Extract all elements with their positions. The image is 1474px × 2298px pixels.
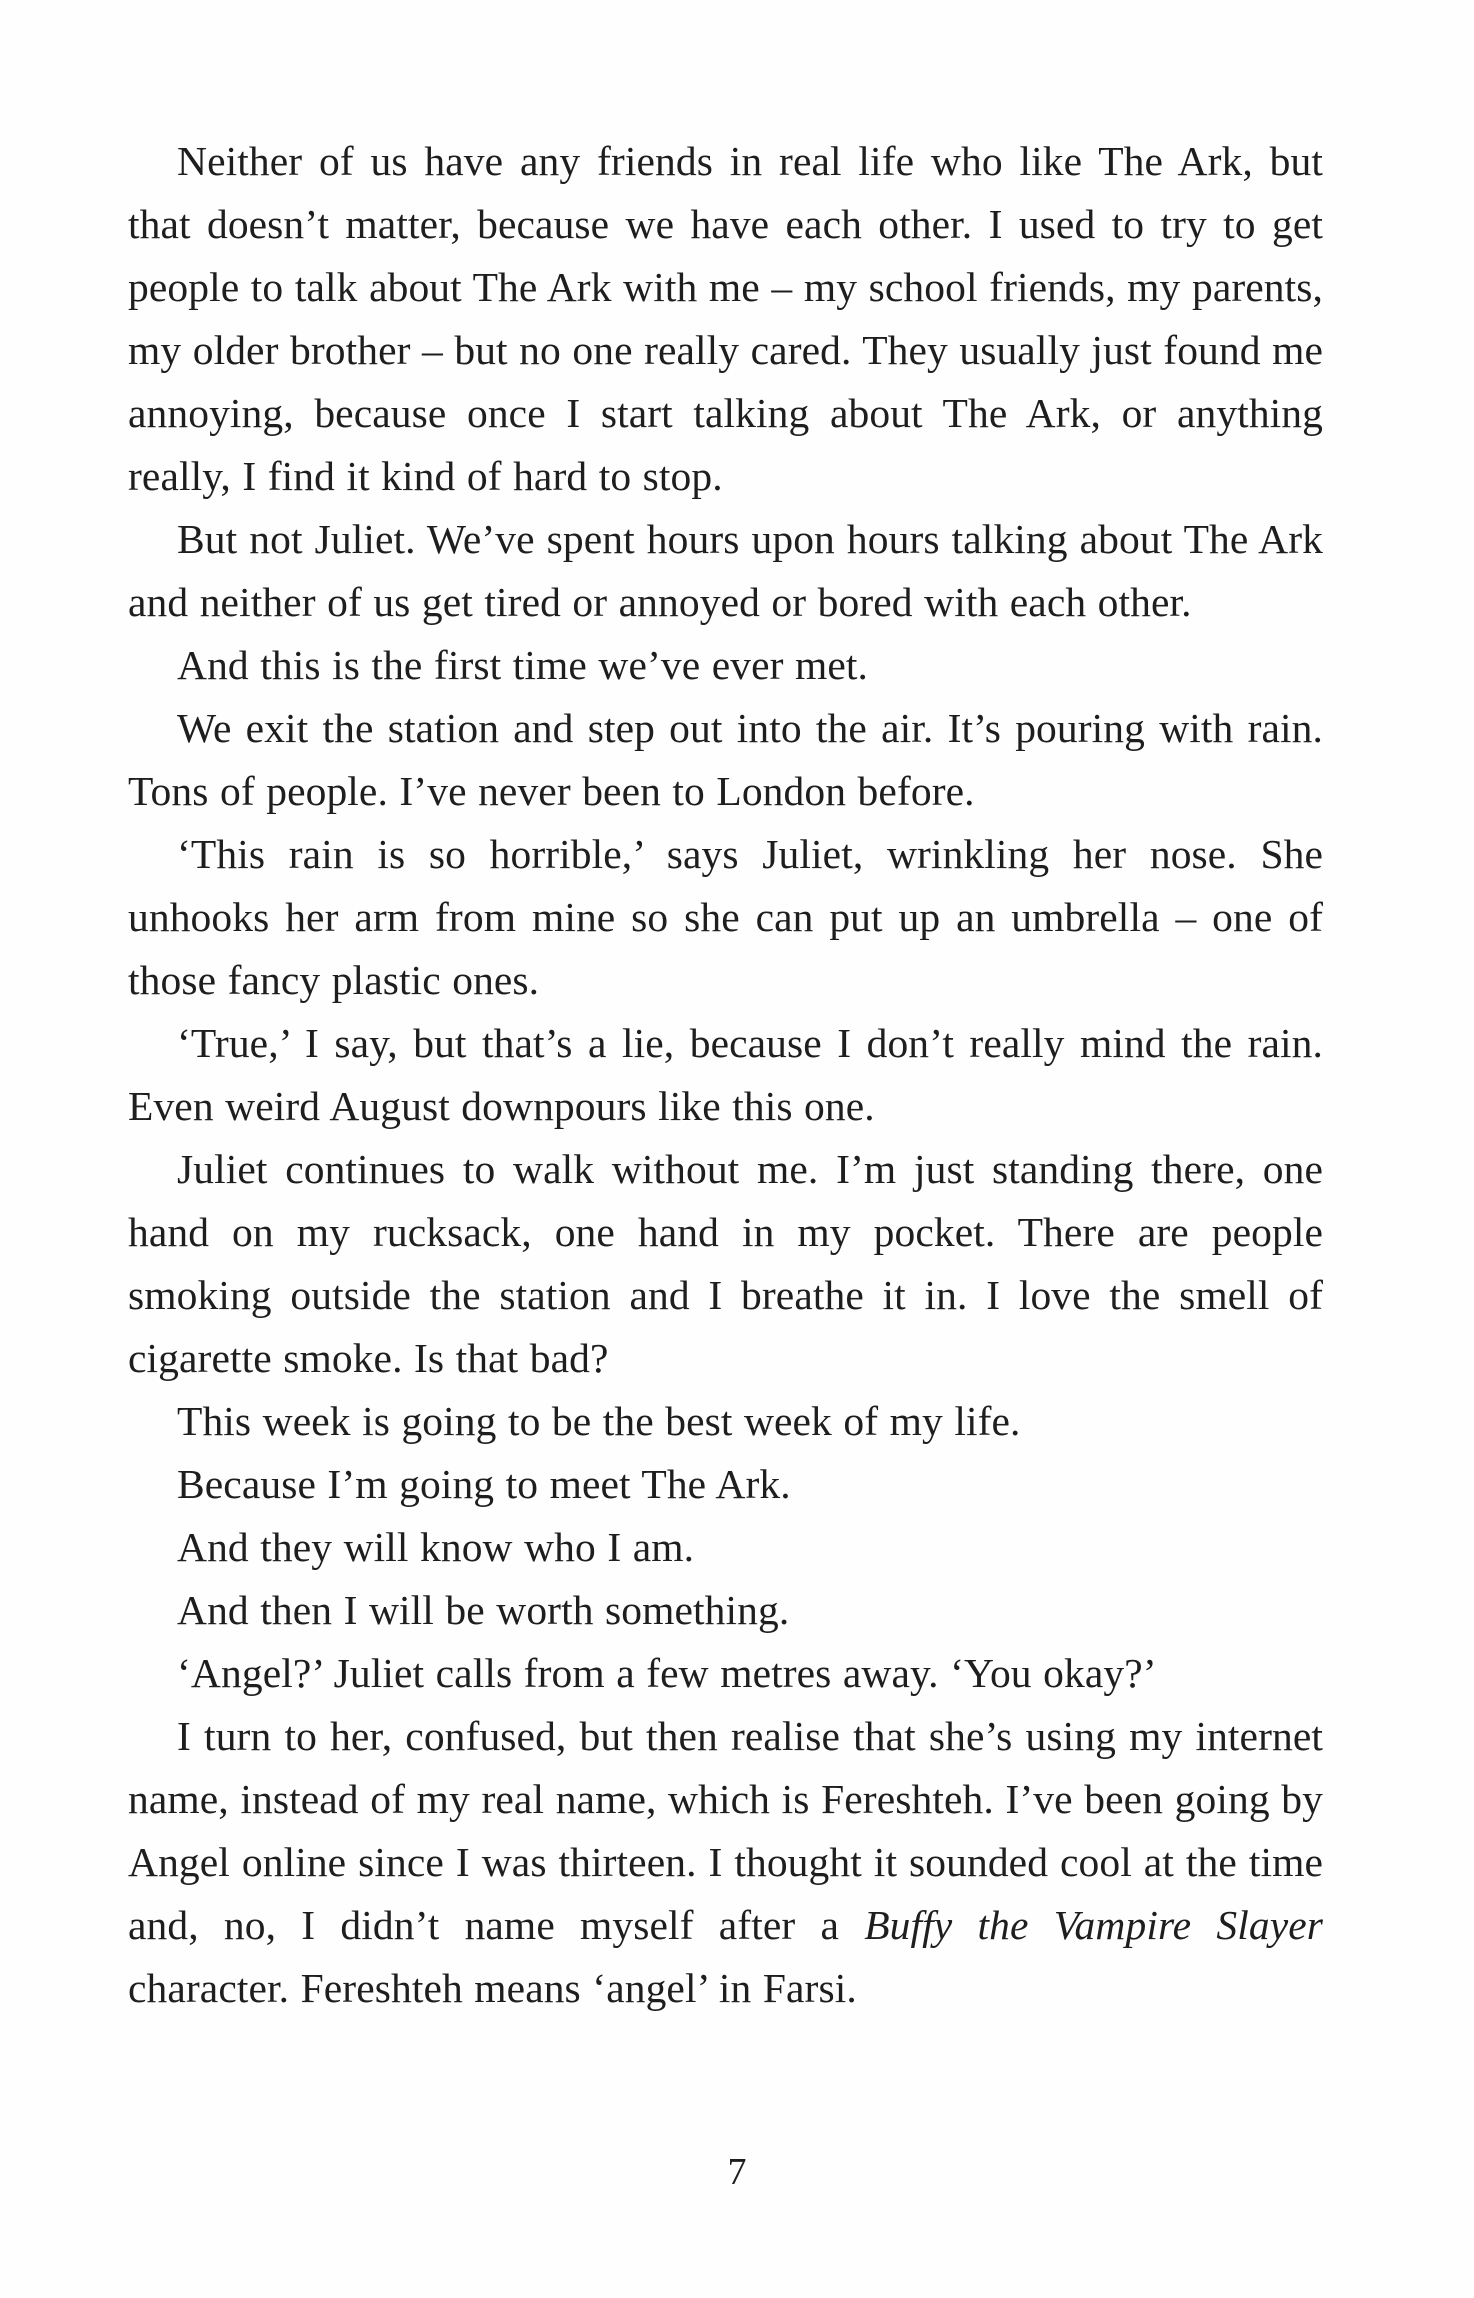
paragraph: And they will know who I am. [177,1524,695,1570]
paragraph-text: character. Fereshteh means ‘angel’ in Farsi. [128,1965,857,2011]
paragraph: But not Juliet. We’ve spent hours upon hours talking about The Ark and neither of us get tired or annoyed or bored with each other. [128,516,1323,625]
paragraph-text: I turn to her, confused, but then realise that she’s using my internet name, instead of my real name, which is Fereshteh. I’ve been going by Angel online since I was thirteen. I thought it sounded cool at the time and, no, I didn’t name myself after a [128,1713,1323,1948]
paragraph-with-italic [128,1705,1323,2020]
paragraph: ‘True,’ I say, but that’s a lie, because I don’t really mind the rain. Even weird August downpours like this one. [128,1020,1323,1129]
paragraph: Neither of us have any friends in real life who like The Ark, but that doesn’t matter, because we have each other. I used to try to get people to talk about The Ark with me – my school friends, my parents, my older brother – but no one really cared. They usually just found me annoying, because once I start talking about The Ark, or anything really, I find it kind of hard to stop. [128,138,1323,499]
paragraph: ‘This rain is so horrible,’ says Juliet, wrinkling her nose. She unhooks her arm from mine so she can put up an umbrella – one of those fancy plastic ones. [128,831,1323,1003]
page-number: 7 [727,2151,747,2193]
paragraph: Juliet continues to walk without me. I’m just standing there, one hand on my rucksack, one hand in my pocket. There are people smoking outside the station and I breathe it in. I love the smell of cigarette smoke. Is that bad? [128,1146,1323,1381]
italic-title: Buffy the Vampire Slayer [864,1902,1323,1948]
paragraph: And this is the first time we’ve ever met. [177,642,869,688]
paragraph: This week is going to be the best week of my life. [177,1398,1021,1444]
paragraph: ‘Angel?’ Juliet calls from a few metres away. ‘You okay?’ [177,1650,1157,1696]
paragraph: Because I’m going to meet The Ark. [177,1461,791,1507]
paragraph: And then I will be worth something. [177,1587,790,1633]
body-text [128,130,1323,2020]
paragraph: We exit the station and step out into the air. It’s pouring with rain. Tons of people. I’ve never been to London before. [128,705,1323,814]
